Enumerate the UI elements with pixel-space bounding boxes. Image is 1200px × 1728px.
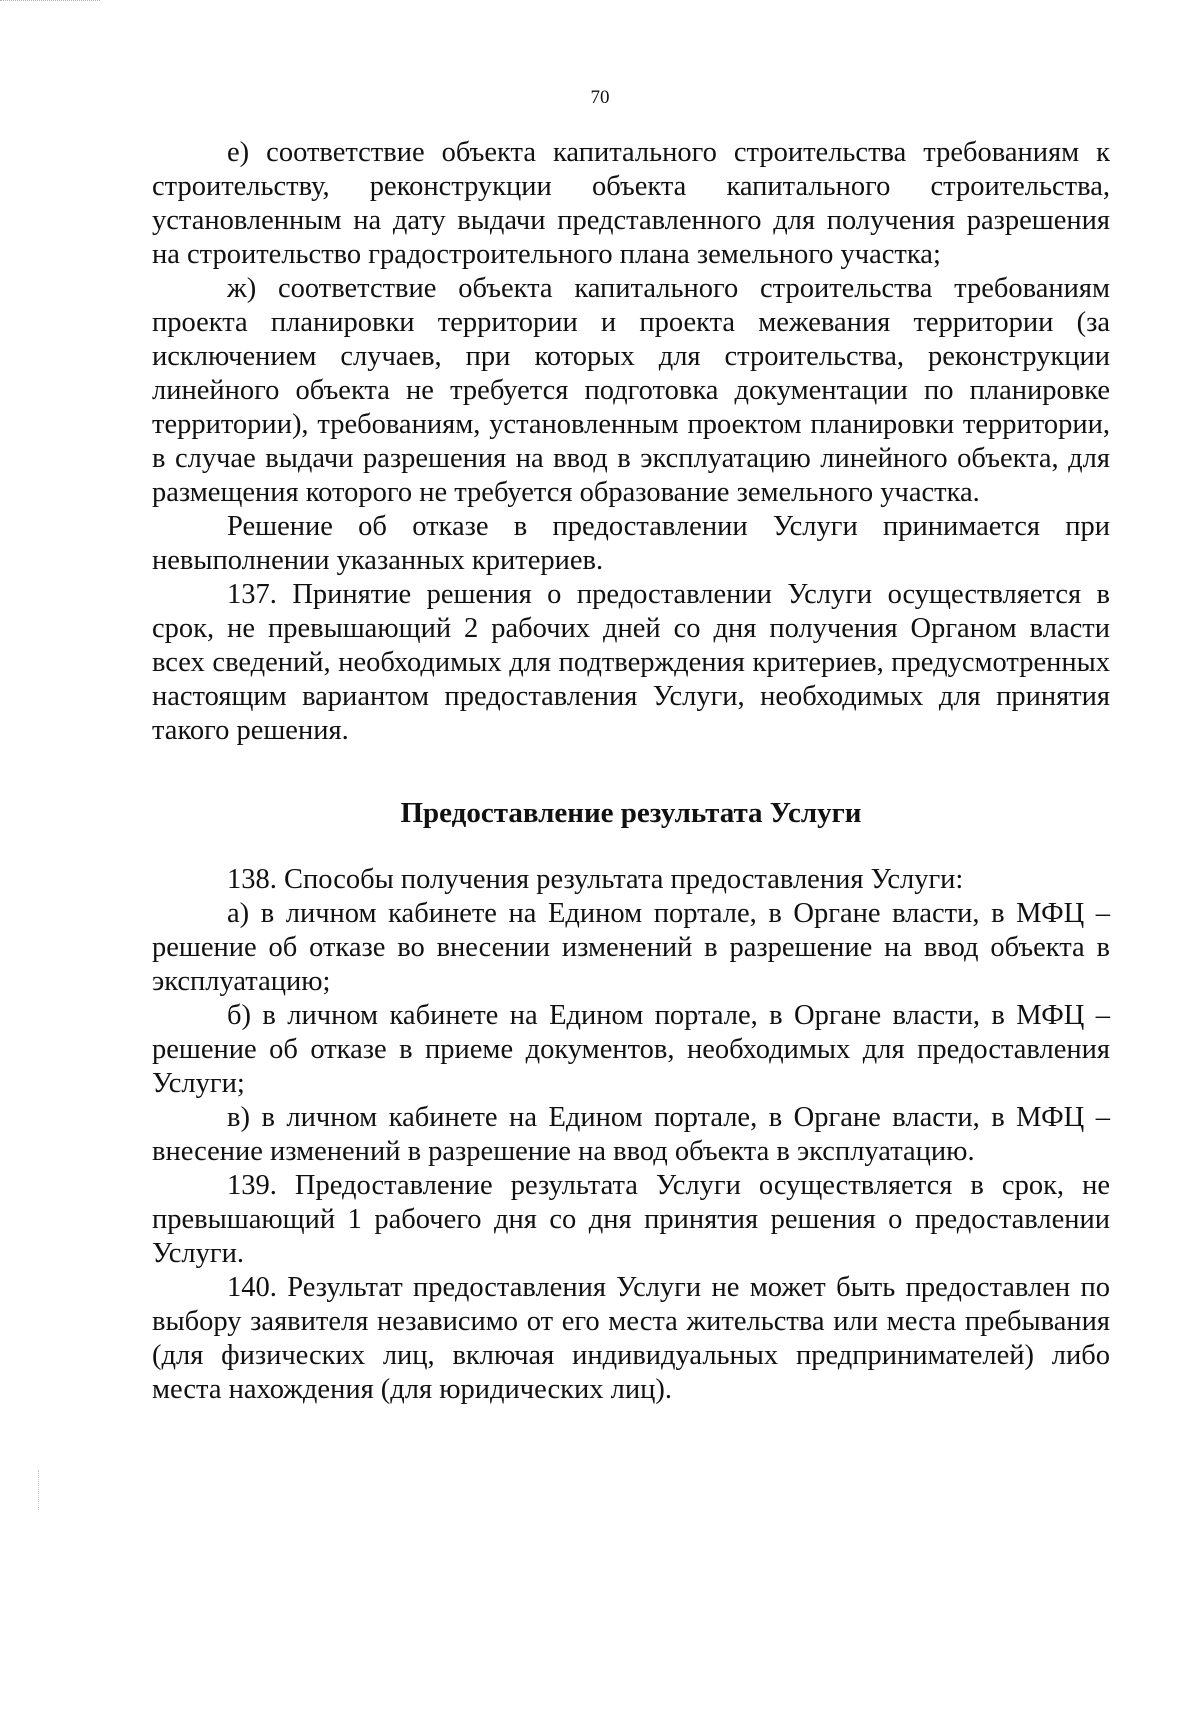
document-body: [152, 136, 1110, 1407]
paragraph-item-e: е) соответствие объекта капитального строительства требованиям к строительству, реконструкции объекта капитального строительства, установленным на дату выдачи представленного для получения разрешения на строительство градостроительного плана земельного участка;: [152, 137, 1110, 270]
paragraph-140: 140. Результат предоставления Услуги не может быть предоставлен по выбору заявителя независимо от его места жительства или места пребывания (для физических лиц, включая индивидуальных предпринимателей) либо места нахождения (для юридических лиц).: [152, 1272, 1110, 1405]
paragraph-138: 138. Способы получения результата предоставления Услуги:: [227, 864, 964, 895]
paragraph-138-v: в) в личном кабинете на Едином портале, в Органе власти, в МФЦ – внесение изменений в разрешение на ввод объекта в эксплуатацию.: [152, 1102, 1110, 1167]
paragraph-138-a: а) в личном кабинете на Едином портале, в Органе власти, в МФЦ – решение об отказе во внесении изменений в разрешение на ввод объекта в эксплуатацию;: [152, 898, 1110, 997]
paragraph-item-zh: ж) соответствие объекта капитального строительства требованиям проекта планировки территории и проекта межевания территории (за исключением случаев, при которых для строительства, реконструкции линейного объекта не требуется подготовка документации по планировке территории), требованиям, установленным проектом планировки территории, в случае выдачи разрешения на ввод в эксплуатацию линейного объекта, для размещения которого не требуется образование земельного участка.: [152, 273, 1110, 508]
section-heading: Предоставление результата Услуги: [400, 797, 862, 829]
paragraph-139: 139. Предоставление результата Услуги осуществляется в срок, не превышающий 1 рабочего дня со дня принятия решения о предоставлении Услуги.: [152, 1170, 1110, 1269]
paragraph-137: 137. Принятие решения о предоставлении Услуги осуществляется в срок, не превышающий 2 рабочих дней со дня получения Органом власти всех сведений, необходимых для подтверждения критериев, предусмотренных настоящим вариантом предоставления Услуги, необходимых для принятия такого решения.: [152, 579, 1110, 746]
page-number: 70: [590, 87, 610, 108]
paragraph-138-b: б) в личном кабинете на Едином портале, в Органе власти, в МФЦ – решение об отказе в приеме документов, необходимых для предоставления Услуги;: [152, 1000, 1110, 1099]
scan-artifact-top: [0, 0, 100, 2]
paragraph-refusal-decision: Решение об отказе в предоставлении Услуги принимается при невыполнении указанных критериев.: [152, 511, 1110, 576]
scan-artifact-left: [38, 1470, 40, 1510]
